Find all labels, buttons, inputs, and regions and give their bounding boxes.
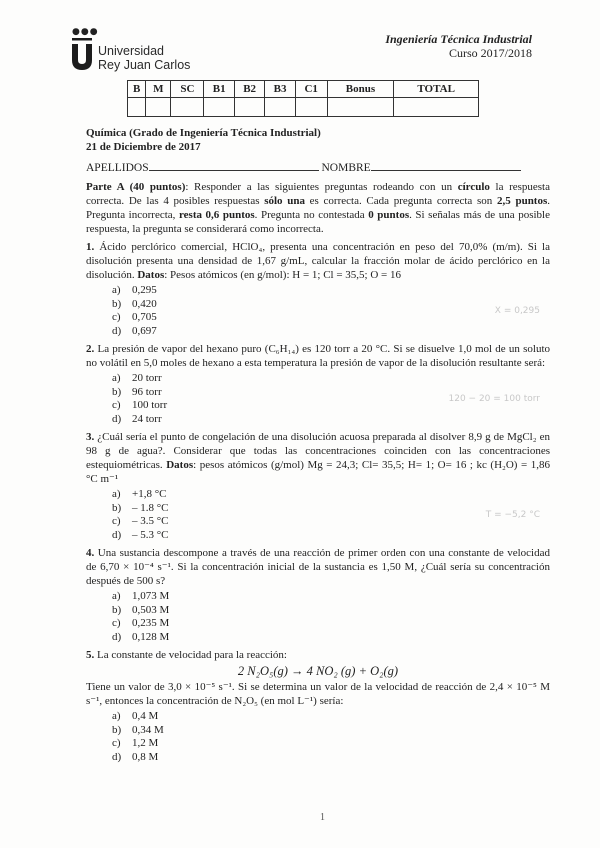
option-value: 0,295 xyxy=(132,284,157,296)
option-letter: c) xyxy=(112,737,121,749)
question-text: Ácido perclórico comercial, HClO₄, presenta una concentración en peso del 70,0% (m/m). Si la disolución presenta una densidad de 1,67 g/mL, calcular la fracción molar de ácido perclórico en la disolución. xyxy=(86,241,550,281)
option-value: 1,2 M xyxy=(132,737,159,749)
grade-cell xyxy=(128,98,146,117)
answer-option[interactable] xyxy=(112,488,169,502)
option-letter: a) xyxy=(112,284,121,296)
grade-cell xyxy=(171,98,204,117)
data-label: Datos xyxy=(137,269,165,281)
answer-row xyxy=(86,710,550,764)
option-letter: a) xyxy=(112,710,121,722)
answer-option[interactable] xyxy=(112,298,157,312)
data-label: Datos xyxy=(166,459,194,471)
grade-cell xyxy=(204,98,234,117)
option-value: 0,34 M xyxy=(132,723,164,736)
part-label: Parte A (40 puntos) xyxy=(86,181,186,193)
grade-cell xyxy=(295,98,327,117)
grade-cell xyxy=(146,98,171,117)
exam-title: Química (Grado de Ingeniería Técnica Industrial) xyxy=(86,127,321,139)
option-value: 0,420 xyxy=(132,297,157,310)
data-text: : Pesos atómicos (en g/mol): H = 1; Cl = 35,5; O = 16 xyxy=(164,269,402,281)
question-text: Una sustancia descompone a través de una reacción de primer orden con una constante de velocidad de 6,70 × 10⁻⁴ s⁻¹. Si la concentración inicial de la sustancia es 1,50 M, ¿Cuál sería su concentración después de 500 s? xyxy=(86,547,550,587)
surname-label: APELLIDOS xyxy=(86,162,149,174)
option-letter: a) xyxy=(112,372,121,384)
surname-field[interactable] xyxy=(149,160,319,171)
option-letter: c) xyxy=(112,515,121,527)
answer-row xyxy=(86,372,550,426)
logo-crown-icon: ●●● xyxy=(72,27,99,37)
option-value: 20 torr xyxy=(132,372,162,384)
question-3 xyxy=(86,430,550,486)
reaction-equation: 2 N₂O₅(g) → 4 NO₂ (g) + O₂(g) xyxy=(237,664,399,678)
option-letter: b) xyxy=(112,385,122,398)
option-letter: b) xyxy=(112,297,122,310)
answer-option[interactable] xyxy=(112,372,167,386)
answer-option[interactable] xyxy=(112,724,164,738)
instructions xyxy=(86,180,550,236)
answer-option[interactable] xyxy=(112,311,157,325)
option-value: 0,235 M xyxy=(132,617,170,629)
answer-options xyxy=(86,488,169,542)
answer-option[interactable] xyxy=(112,502,169,516)
page-number: 1 xyxy=(320,812,325,823)
option-letter: c) xyxy=(112,617,121,629)
instr-bold: resta 0,6 puntos xyxy=(178,209,255,221)
answer-option[interactable] xyxy=(112,386,167,400)
answer-option[interactable] xyxy=(112,604,169,618)
option-value: 0,705 xyxy=(132,311,157,323)
option-letter: d) xyxy=(112,750,122,763)
answer-option[interactable] xyxy=(112,325,157,339)
student-fields xyxy=(86,160,550,176)
question-number: 3. xyxy=(86,431,95,443)
answer-row xyxy=(86,488,550,542)
instr-bold: 0 puntos xyxy=(368,209,410,221)
option-value: 24 torr xyxy=(132,412,162,425)
data-text: : pesos atómicos (g/mol) Mg = 24,3; Cl= 35,5; H= 1; O= 16 ; kc (H₂O) = 1,86 °C m⁻¹ xyxy=(86,459,550,485)
answer-options xyxy=(86,710,164,764)
university-logo-icon xyxy=(72,38,92,70)
question-text: La presión de vapor del hexano puro (C₆H₁₄) es 120 torr a 20 °C. Si se disuelve 1,0 mol de un soluto no volátil en 5,0 moles de hexano a esta temperatura la presión de vapor de la disolución resultante será: xyxy=(86,343,550,369)
grade-col-b1: B1 xyxy=(204,81,234,98)
option-letter: b) xyxy=(112,501,122,514)
option-letter: a) xyxy=(112,488,121,500)
answer-option[interactable] xyxy=(112,590,169,604)
grade-cell xyxy=(234,98,264,117)
option-value: 0,4 M xyxy=(132,710,159,722)
answer-option[interactable] xyxy=(112,617,169,631)
answer-option[interactable] xyxy=(112,284,157,298)
option-letter: b) xyxy=(112,603,122,616)
instr-text: . Si señalas más de una posible respuesta, la pregunta se considerará como incorrecta. xyxy=(86,209,550,235)
option-value: 100 torr xyxy=(132,399,168,411)
questions xyxy=(86,240,550,764)
question-5 xyxy=(86,648,550,662)
instr-bold: sólo una xyxy=(264,195,305,207)
handwritten-note: 120 − 20 = 100 torr xyxy=(448,394,540,404)
option-value: +1,8 °C xyxy=(132,488,167,500)
instr-text: . Pregunta no contestada xyxy=(254,209,369,221)
grade-cell xyxy=(394,98,479,117)
option-value: 1,073 M xyxy=(132,590,170,602)
question-4 xyxy=(86,546,550,588)
instr-text: : Responder a las siguientes preguntas rodeando con un xyxy=(185,181,458,193)
answer-option[interactable] xyxy=(112,413,167,427)
option-letter: c) xyxy=(112,311,121,323)
question-number: 4. xyxy=(86,547,95,559)
option-letter: d) xyxy=(112,324,122,337)
option-letter: c) xyxy=(112,399,121,411)
exam-date: 21 de Diciembre de 2017 xyxy=(86,141,201,153)
option-letter: d) xyxy=(112,412,122,425)
option-letter: b) xyxy=(112,723,122,736)
option-value: – 5.3 °C xyxy=(132,528,169,541)
question-text: ¿Cuál sería el punto de congelación de una disolución acuosa preparada al disolver 8,9 g de MgCl₂ en 98 g de agua?. Considerar que todas las concentraciones coinciden con las concentraciones estequiométricas. xyxy=(86,431,550,471)
instr-text: la respuesta correcta. De las 4 posibles respuestas xyxy=(86,181,550,207)
option-letter: a) xyxy=(112,590,121,602)
grade-cell xyxy=(327,98,394,117)
option-value: 96 torr xyxy=(132,385,162,398)
grade-col-c1: C1 xyxy=(295,81,327,98)
exam-heading xyxy=(86,126,550,154)
question-number: 1. xyxy=(86,241,95,253)
answer-option[interactable] xyxy=(112,631,169,645)
header-right xyxy=(385,32,532,60)
course-year: Curso 2017/2018 xyxy=(448,46,532,60)
answer-option[interactable] xyxy=(112,515,169,529)
option-value: 0,128 M xyxy=(132,630,170,643)
grade-col-b2: B2 xyxy=(234,81,264,98)
university-line1: Universidad xyxy=(98,44,165,58)
option-value: 0,503 M xyxy=(132,603,170,616)
grade-cell xyxy=(265,98,295,117)
grade-col-sc: SC xyxy=(171,81,204,98)
answer-option[interactable] xyxy=(112,751,164,765)
answer-options xyxy=(86,372,167,426)
handwritten-note: X = 0,295 xyxy=(494,306,540,316)
university-line2: Rey Juan Carlos xyxy=(98,58,191,72)
question-1 xyxy=(86,240,550,282)
question-2 xyxy=(86,342,550,370)
option-letter: d) xyxy=(112,630,122,643)
name-label: NOMBRE xyxy=(321,162,371,174)
answer-option[interactable] xyxy=(112,529,169,543)
answer-option[interactable] xyxy=(112,399,167,413)
option-letter: d) xyxy=(112,528,122,541)
grade-col-b: B xyxy=(128,81,146,98)
grade-table xyxy=(127,80,479,117)
question-number: 2. xyxy=(86,343,95,355)
question-text-continued: Tiene un valor de 3,0 × 10⁻⁵ s⁻¹. Si se determina un valor de la velocidad de reacción de 2,4 × 10⁻⁵ M s⁻¹, entonces la concentración de N₂O₅ (en mol L⁻¹) sería: xyxy=(86,681,550,707)
name-field[interactable] xyxy=(371,160,521,171)
exam-content xyxy=(86,126,550,764)
option-value: – 3.5 °C xyxy=(132,515,169,527)
instr-bold: círculo xyxy=(457,181,490,193)
question-text: La constante de velocidad para la reacción: xyxy=(94,649,287,661)
grade-col-bonus: Bonus xyxy=(327,81,394,98)
answer-options xyxy=(86,590,169,644)
university-name xyxy=(98,44,190,72)
option-value: 0,8 M xyxy=(132,750,159,763)
answer-row xyxy=(86,284,550,338)
grade-col-total: TOTAL xyxy=(394,81,479,98)
option-value: – 1.8 °C xyxy=(132,501,169,514)
grade-col-m: M xyxy=(146,81,171,98)
answer-option[interactable] xyxy=(112,737,164,751)
instr-text: . Pregunta incorrecta, xyxy=(86,195,550,221)
handwritten-note: T = −5,2 °C xyxy=(485,510,540,520)
option-value: 0,697 xyxy=(132,324,157,337)
grade-col-b3: B3 xyxy=(265,81,295,98)
answer-options xyxy=(86,284,157,338)
instr-text: es correcta. Cada pregunta correcta son xyxy=(304,195,497,207)
instr-bold: 2,5 puntos xyxy=(497,195,548,207)
answer-row xyxy=(86,590,550,644)
question-number: 5. xyxy=(86,649,95,661)
program-name: Ingeniería Técnica Industrial xyxy=(385,32,532,46)
answer-option[interactable] xyxy=(112,710,164,724)
